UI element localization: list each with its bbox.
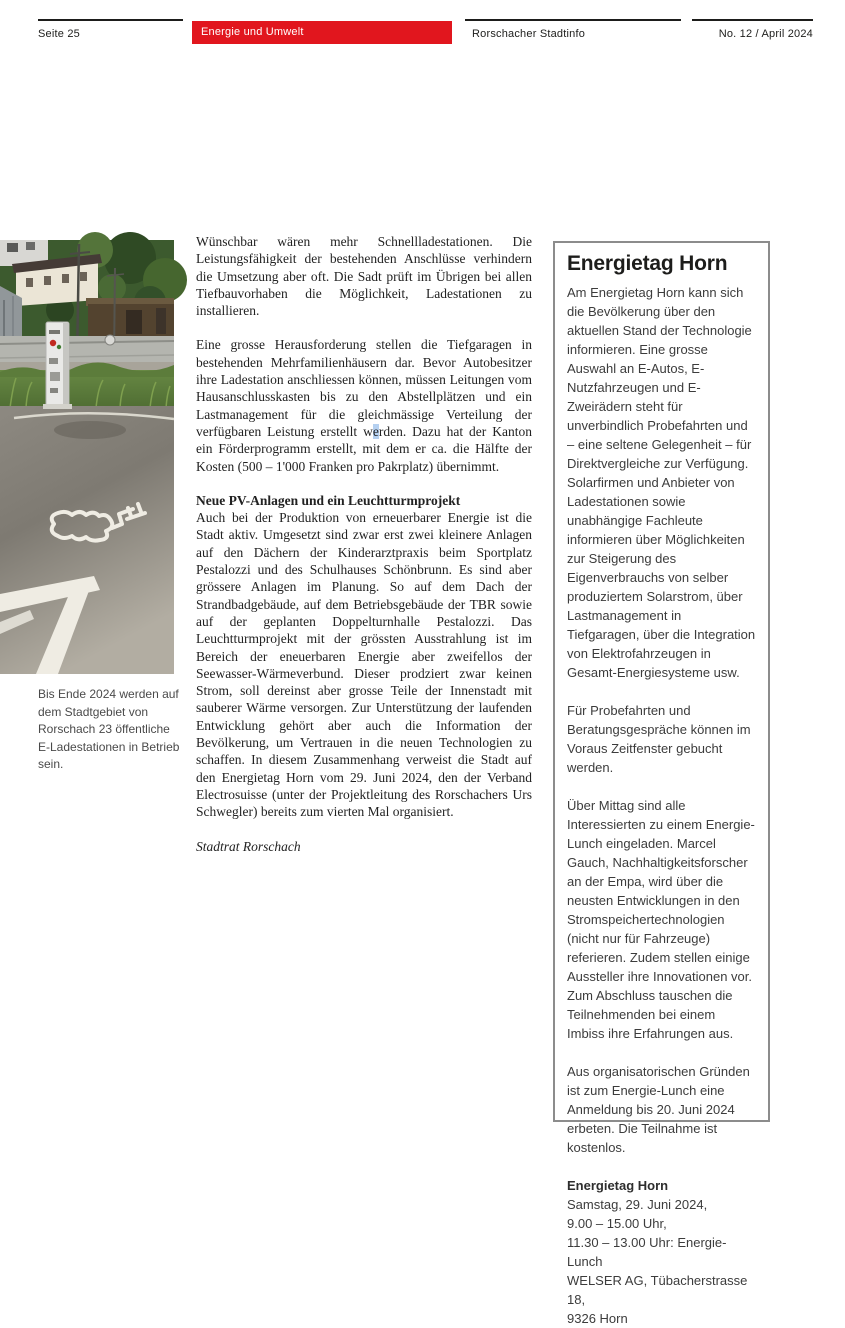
info-box-paragraph: Am Energietag Horn kann sich die Bevölkerung über den aktuellen Stand der Technologie informieren. Eine grosse Auswahl an E-Autos, E-Nutzfahrzeugen und E-Zweirädern steht für unverbindlich Probefahrten und – eine seltene Gelegenheit – für Direktvergleiche zur Verfügung. Solarfirmen und Anbieter von Ladestationen sowie unabhängige Fachleute informieren über Möglichkeiten zur Steigerung des Eigenverbrauchs von selber produziertem Solarstrom, über Lastmanagement in Tiefgaragen, über die Integration von Elektrofahrzeugen in Gesamt-Energiesysteme usw. [567, 285, 756, 680]
info-box-title: Energietag Horn [567, 252, 728, 275]
article-body [196, 233, 532, 872]
event-detail-line: Samstag, 29. Juni 2024, [567, 1197, 708, 1212]
charging-station-pillar [43, 322, 72, 409]
article-photo [0, 240, 174, 674]
issue-label: No. 12 / April 2024 [692, 19, 813, 40]
photo-caption: Bis Ende 2024 werden auf dem Stadtgebiet von Rorschach 23 öffentliche E-Ladestationen in Betrieb sein. [38, 687, 180, 771]
charging-station-photo-illustration [0, 240, 174, 674]
page-number-label: Seite 25 [38, 19, 183, 40]
paragraph-text: Eine grosse Herausforderung stellen die Tiefgaragen in bestehenden Mehrfamilienhäusern dar. Bevor Autobesitzer ihre Ladestation anschliessen können, müssen Leitungen vom Hausanschlusskasten bis zu den Abstellplätzen und ein Lastmanagement für die gleichmässige Verteilung der verfügbaren Leistung erstellt w [196, 337, 532, 439]
article-byline: Stadtrat Rorschach [196, 838, 301, 854]
article-subheading: Neue PV-Anlagen und ein Leuchtturmprojekt [196, 492, 461, 508]
section-badge: Energie und Umwelt [192, 21, 452, 44]
info-box-paragraph: Aus organisatorischen Gründen ist zum Energie-Lunch eine Anmeldung bis 20. Juni 2024 erbeten. Die Teilnahme ist kostenlos. [567, 1064, 750, 1155]
event-info-box [553, 241, 770, 1326]
paragraph-text: rden. Dazu hat der Kanton ein Förderprogramm erstellt, mit dem er ca. die Hälfte der Kosten (500 – 1'000 Franken pro Pakrplatz) übernimmt. [196, 423, 532, 474]
info-box-paragraph: Für Probefahrten und Beratungsgespräche können im Voraus Zeitfenster gebucht werden. [567, 703, 751, 775]
event-detail-line: 11.30 – 13.00 Uhr: Energie-Lunch [567, 1235, 727, 1269]
event-detail-line: WELSER AG, Tübacherstrasse 18, [567, 1273, 748, 1307]
article-paragraph: Wünschbar wären mehr Schnellladestationen. Die Leistungsfähigkeit der bestehenden Anschlüsse verhindern die Umsetzung aber oft. Die Sadt prüft im Übrigen bei allen Tiefbauvorhaben die Möglichkeit, Ladestationen zu installieren. [196, 234, 532, 319]
article-paragraph [196, 336, 532, 474]
publication-title: Rorschacher Stadtinfo [465, 19, 681, 40]
article-paragraph: Auch bei der Produktion von erneuerbarer Energie ist die Stadt aktiv. Umgesetzt sind zwar erst zwei kleinere Anlagen auf den Dächern der Kinderarztpraxis beim Sportplatz Pestalozzi und des Schulhauses Schönbrunn. Es sind aber grössere Anlagen im Planung. So auf dem Dach der Strandbadgebäude, auf dem Betriebsgebäude der TBR sowie auf der geplanten Doppelturnhalle Pestalozzi. Das Leuchtturmprojekt mit der grössten Ausstrahlung ist im Bereich der eneuerbaren Energie aber zweifellos der Seewasser-Wärmeverbund. Dieser prodziert zwar keinen Strom, soll dereinst aber grosse Teile der Innenstadt mit sauberer Wärme versorgen. Zur Unterstützung der laufenden Entwicklung gehört aber auch die Information der Bevölkerung, um Vertrauen in die neuen Technologien zu schaffen. In diesem Zusammenhang verweist die Stadt auf den Energietag Horn vom 29. Juni 2024, den der Verband Electrosuisse (unter der Projektleitung des Rorschachers Urs Schwegler) bereits zum vierten Mal organisiert. [196, 510, 532, 820]
event-details [567, 1176, 756, 1328]
info-box-paragraph: Über Mittag sind alle Interessierten zu einem Energie-Lunch eingeladen. Marcel Gauch, Nachhaltigkeitsforscher an der Empa, wird über die neusten Entwicklungen in den Stromspeichertechnologien (nicht nur für Fahrzeuge) referieren. Zudem stellen einige Aussteller ihre Innovationen vor. Zum Abschluss tauschen die Teilnehmenden bei einem Imbiss ihre Erfahrungen aus. [567, 798, 755, 1041]
event-title: Energietag Horn [567, 1178, 669, 1193]
event-detail-line: 9326 Horn [567, 1311, 628, 1326]
event-detail-line: 9.00 – 15.00 Uhr, [567, 1216, 667, 1231]
selected-character: e [372, 423, 379, 439]
